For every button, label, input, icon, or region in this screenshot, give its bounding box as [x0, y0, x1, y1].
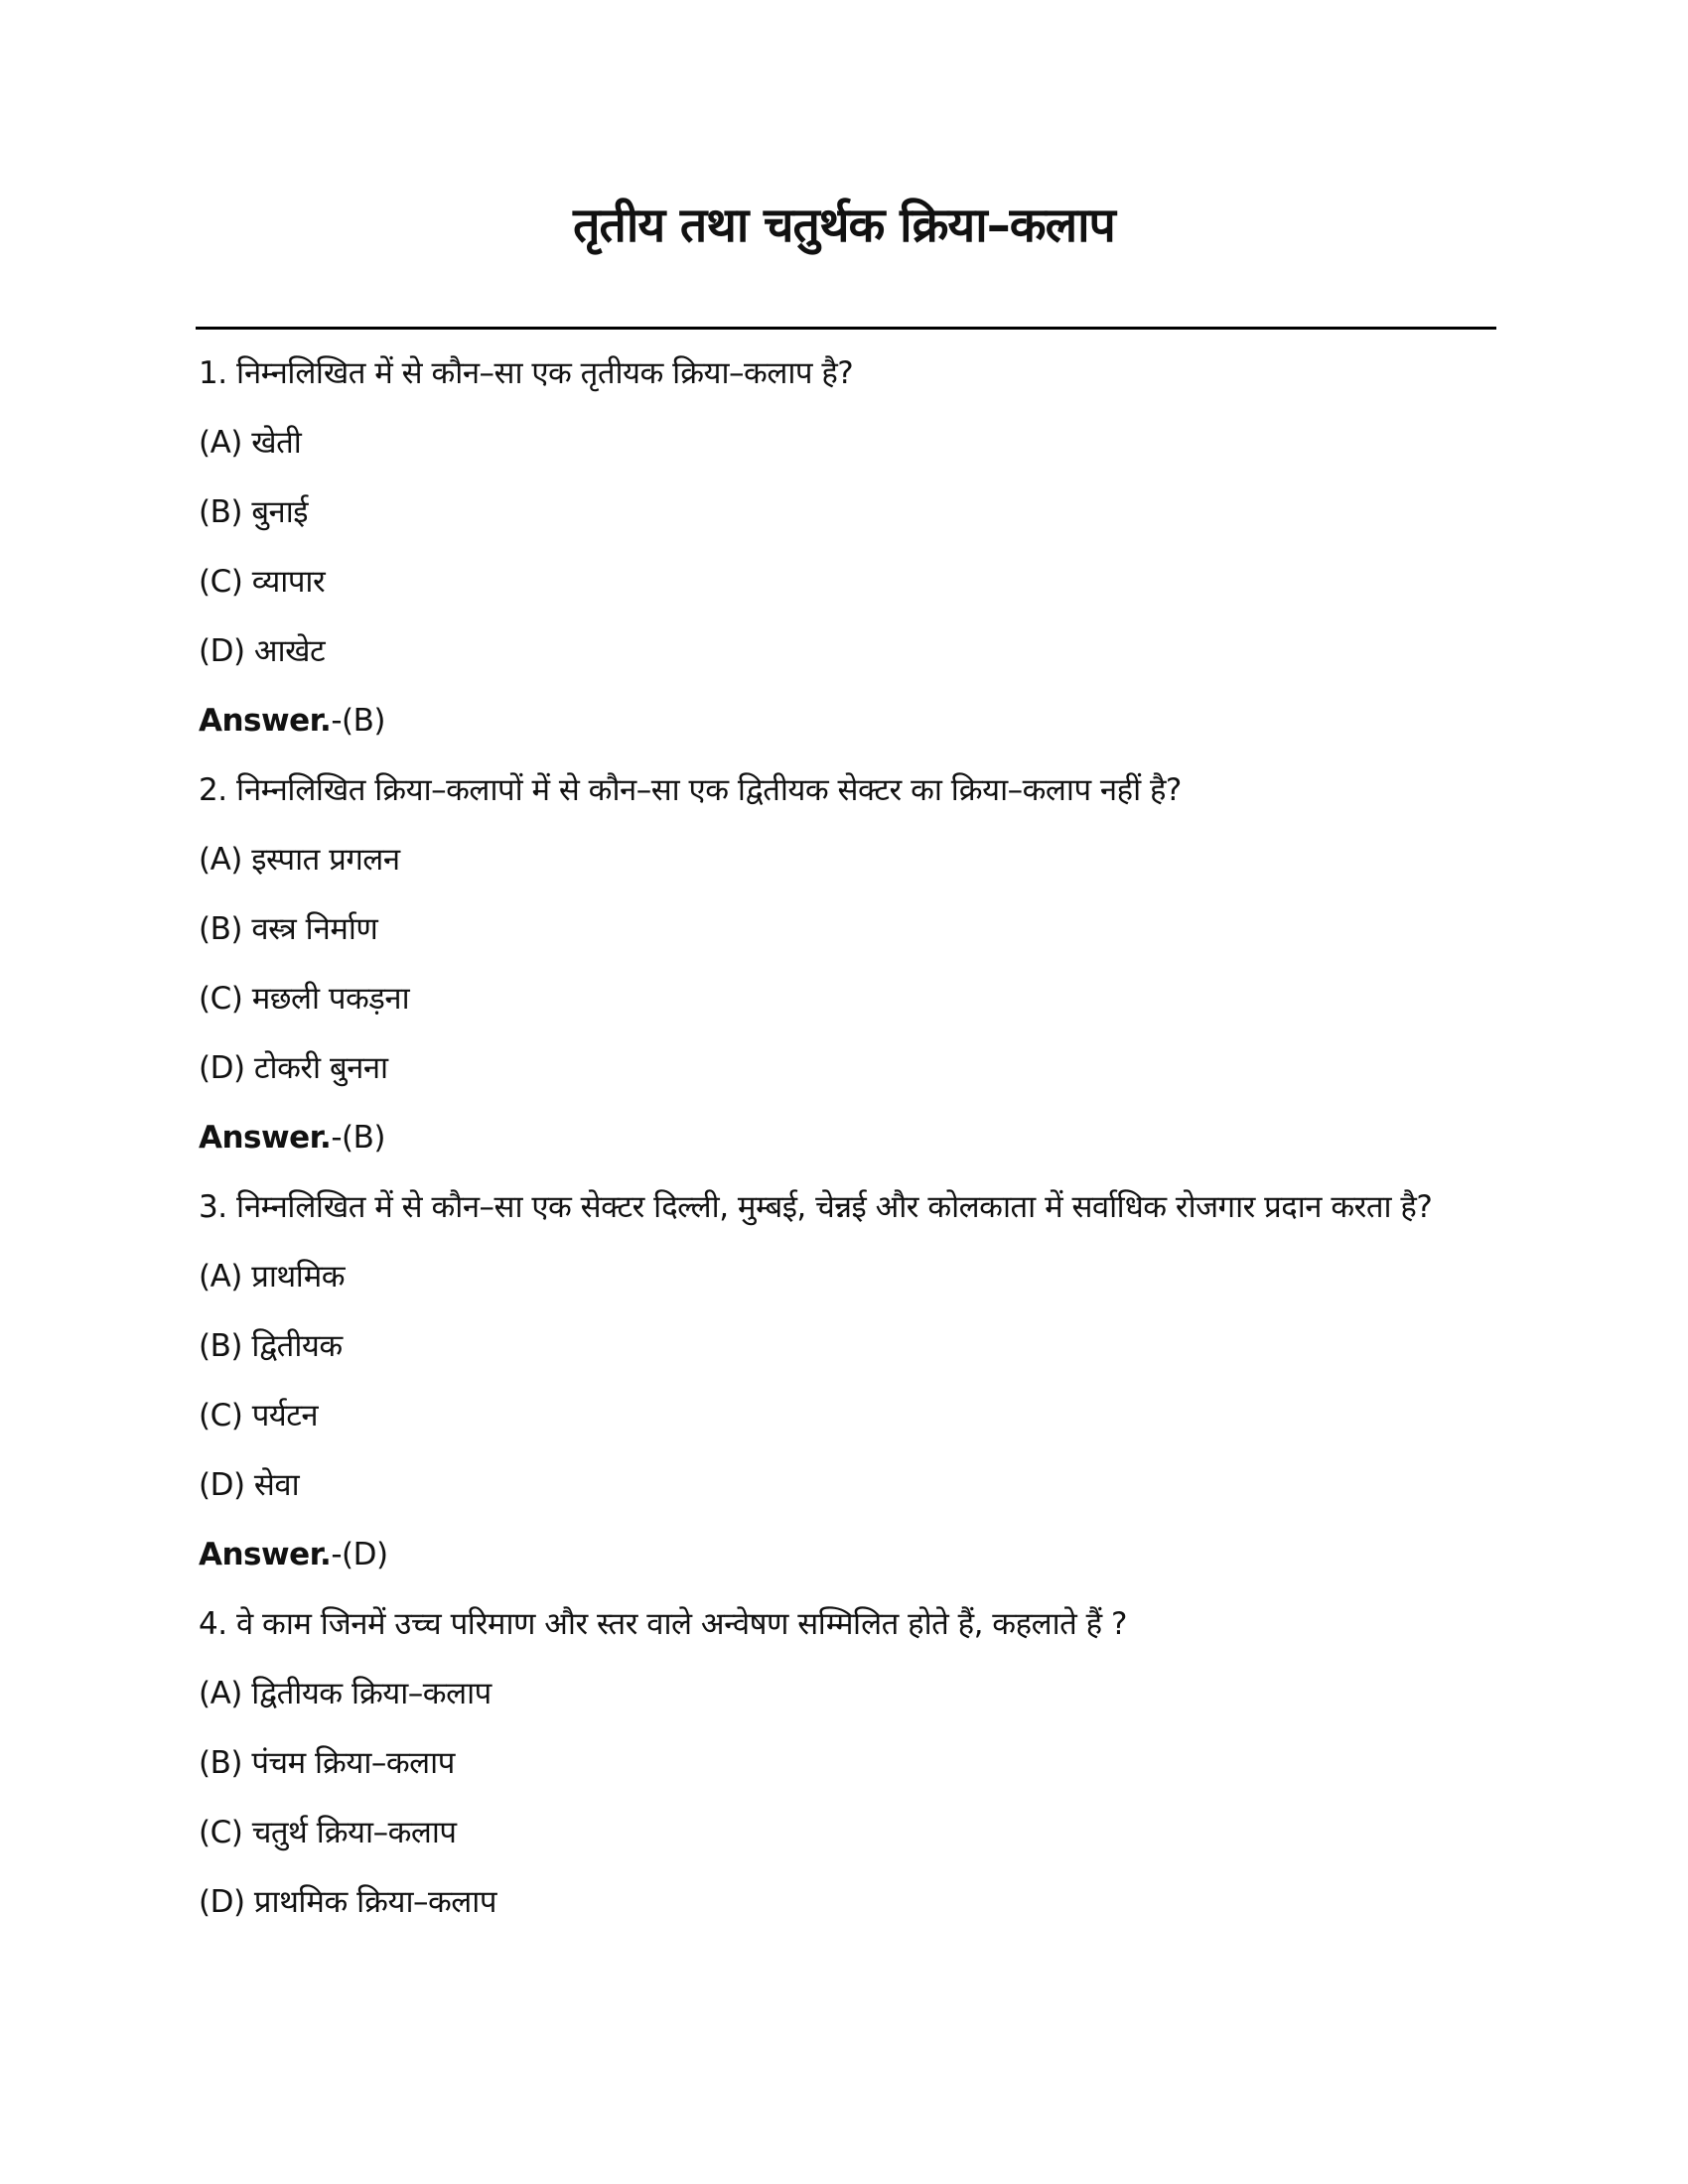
question-body: निम्नलिखित में से कौन–सा एक तृतीयक क्रिया–कलाप है?	[235, 355, 854, 391]
option-b	[199, 905, 1499, 953]
question-body: वे काम जिनमें उच्च परिमाण और स्तर वाले अन्वेषण सम्मिलित होते हैं, कहलाते हैं ?	[235, 1606, 1127, 1642]
option-text: मछली पकड़ना	[251, 981, 410, 1017]
answer-label: Answer.	[199, 1120, 332, 1156]
option-label: (C)	[199, 564, 243, 600]
answer-label: Answer.	[199, 703, 332, 739]
question-list	[199, 349, 1499, 1948]
option-text: द्वितीयक	[251, 1328, 343, 1364]
option-d	[199, 1461, 1499, 1509]
option-text: आखेट	[253, 633, 326, 669]
option-text: वस्त्र निर्माण	[251, 911, 378, 947]
question-block-3	[199, 1183, 1499, 1578]
title-divider	[196, 327, 1496, 330]
option-label: (A)	[199, 1259, 242, 1295]
question-text	[199, 766, 1499, 814]
option-text: खेती	[251, 425, 302, 461]
option-label: (D)	[199, 1050, 245, 1086]
question-text	[199, 349, 1499, 397]
option-label: (C)	[199, 1815, 243, 1850]
option-label: (B)	[199, 1745, 242, 1781]
question-text	[199, 1600, 1499, 1648]
option-text: इस्पात प्रगलन	[251, 842, 400, 878]
option-label: (A)	[199, 425, 242, 461]
answer-label: Answer.	[199, 1537, 332, 1572]
option-label: (C)	[199, 1398, 243, 1433]
answer-value: -(B)	[331, 1120, 385, 1156]
answer-line	[199, 1531, 1499, 1578]
option-c	[199, 558, 1499, 606]
option-a	[199, 1670, 1499, 1717]
answer-line	[199, 1114, 1499, 1161]
option-label: (D)	[199, 633, 245, 669]
option-text: टोकरी बुनना	[253, 1050, 388, 1086]
question-block-4	[199, 1600, 1499, 1926]
option-c	[199, 975, 1499, 1023]
question-body: निम्नलिखित क्रिया–कलापों में से कौन–सा एक द्वितीयक सेक्टर का क्रिया–कलाप नहीं है?	[235, 772, 1182, 808]
option-text: प्राथमिक	[251, 1259, 346, 1295]
question-text	[199, 1183, 1499, 1231]
option-b	[199, 1739, 1499, 1787]
option-text: चतुर्थ क्रिया–कलाप	[251, 1815, 457, 1850]
option-c	[199, 1392, 1499, 1439]
option-d	[199, 1044, 1499, 1092]
option-text: प्राथमिक क्रिया–कलाप	[253, 1884, 496, 1920]
option-c	[199, 1809, 1499, 1856]
option-label: (B)	[199, 1328, 242, 1364]
question-number: 4.	[199, 1606, 227, 1642]
option-text: सेवा	[253, 1467, 300, 1503]
option-a	[199, 1253, 1499, 1300]
page-title: तृतीय तथा चतुर्थक क्रिया–कलाप	[573, 198, 1115, 253]
option-text: व्यापार	[251, 564, 326, 600]
option-text: द्वितीयक क्रिया–कलाप	[251, 1676, 492, 1711]
option-label: (B)	[199, 494, 242, 530]
option-a	[199, 419, 1499, 467]
option-b	[199, 1322, 1499, 1370]
answer-value: -(B)	[331, 703, 385, 739]
option-text: पर्यटन	[251, 1398, 319, 1433]
option-a	[199, 836, 1499, 884]
option-label: (B)	[199, 911, 242, 947]
option-d	[199, 627, 1499, 675]
question-body: निम्नलिखित में से कौन–सा एक सेक्टर दिल्ली, मुम्बई, चेन्नई और कोलकाता में सर्वाधिक रोजगार प्रदान करता है?	[235, 1189, 1433, 1225]
question-block-2	[199, 766, 1499, 1161]
question-number: 3.	[199, 1189, 227, 1225]
option-text: बुनाई	[251, 494, 308, 530]
question-block-1	[199, 349, 1499, 745]
question-number: 2.	[199, 772, 227, 808]
answer-line	[199, 697, 1499, 745]
option-d	[199, 1878, 1499, 1926]
answer-value: -(D)	[331, 1537, 388, 1572]
option-label: (D)	[199, 1467, 245, 1503]
option-label: (A)	[199, 842, 242, 878]
option-label: (C)	[199, 981, 243, 1017]
option-b	[199, 488, 1499, 536]
option-text: पंचम क्रिया–कलाप	[251, 1745, 455, 1781]
option-label: (D)	[199, 1884, 245, 1920]
question-number: 1.	[199, 355, 227, 391]
option-label: (A)	[199, 1676, 242, 1711]
